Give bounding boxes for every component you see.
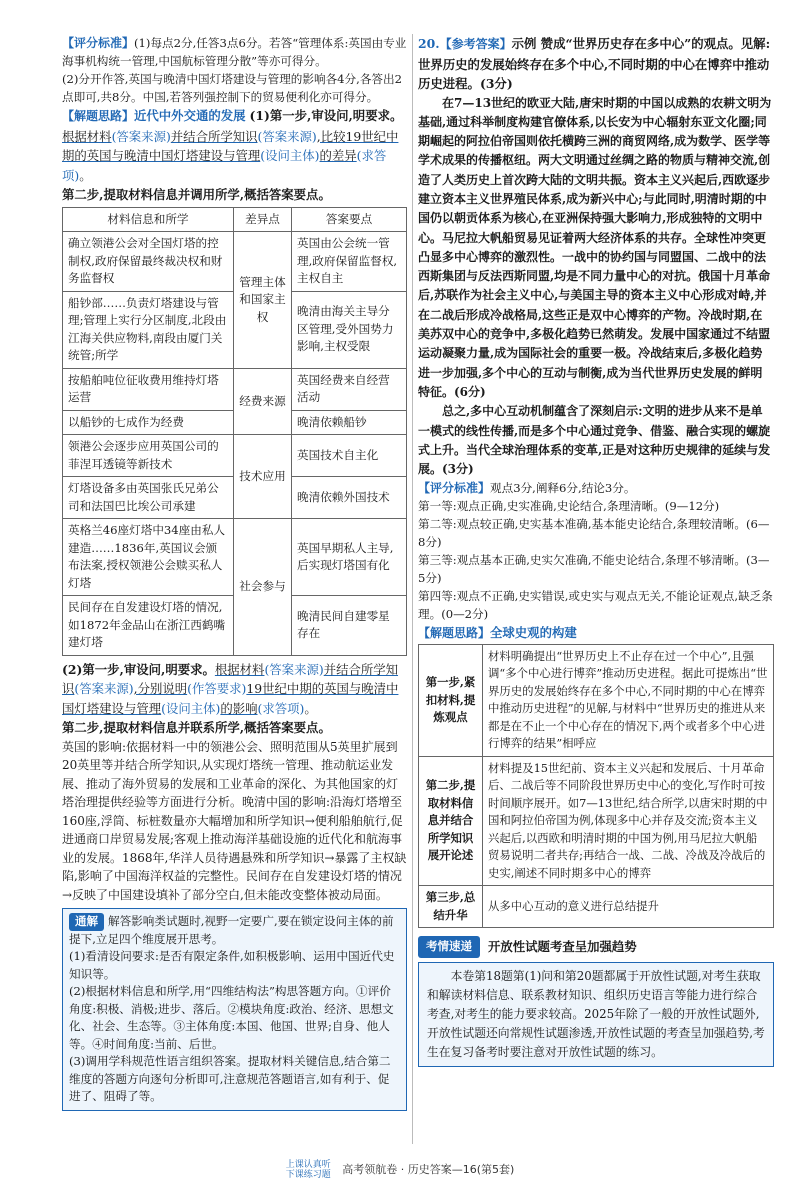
q2-step1: (2)第一步,审设问,明要求。根据材料(答案来源)并结合所学知识(答案来源),分别说明(作答要求)19世纪中期的英国与晚清中国灯塔建设与管理(设问主体)的影响(求答项)。: [62, 661, 399, 716]
comparison-table: [62, 207, 407, 656]
left-column: [62, 34, 407, 1111]
ref-answer-p2: 总之,多中心互动机制蕴含了深刻启示:文明的进步从来不是单一模式的线性传播,而是多个中心通过竞争、借鉴、融合实现的螺旋式上升。当代全球治理体系的变革,正是对这种历史规律的延续与发展。(3分): [418, 404, 771, 477]
q2-step2: 第二步,提取材料信息并联系所学,概括答案要点。: [62, 720, 331, 735]
table-row: 第一步,紧扣材料,提炼观点 材料明确提出“世界历史上不止存在过一个中心”,且强调“多个中心进行博弈”推动历史进程。据此可提炼出“世界历史的发展始终存在多个中心,不同时期的中心在博弈中推动历史进程”的见解,与材料中“世界历史的推进从来都是在不止一个中心存在的情况下,两个或者多个中心进行博弈的结果”相呼应: [419, 644, 774, 756]
table-row: 以船钞的七成作为经费 晚清依赖船钞: [63, 410, 407, 435]
table-row: 按船舶吨位征收费用维持灯塔运营 经费来源 英国经费来自经营活动: [63, 368, 407, 410]
kq-title: 开放性试题考查呈加强趋势: [488, 939, 637, 955]
score-standard: 【评分标准】观点3分,阐释6分,结论3分。: [418, 481, 636, 496]
table-row: 英格兰46座灯塔中34座由私人建造……1836年,英国议会颁布法案,授权领港公会赎买私人灯塔 社会参与 英国早期私人主导,后实现灯塔国有化: [63, 519, 407, 596]
kq-body: 本卷第18题第(1)问和第20题都属于开放性试题,对考生获取和解读材料信息、联系教材知识、组织历史语言等能力进行综合考查,对考生的能力要求较高。2025年除了一般的开放性试题外,开放性试题还向常规性试题渗透,开放性试题的考查呈加强趋势,考生在复习备考时要注意对开放性试题的练习。: [418, 962, 774, 1067]
header-info: 材料信息和所学: [63, 207, 234, 232]
list-item: 第一等:观点正确,史实准确,史论结合,条理清晰。(9—12分): [418, 499, 720, 514]
tongjie-box: 通解 解答影响类试题时,视野一定要广,要在锁定设问主体的前提下,立足四个维度展开思考。 (1)看清设问要求:是否有限定条件,如积极影响、运用中国近代史知识等。 (2)根据材料信息和所学,用“四维结构法”构思答题方向。①评价角度:积极、消极;进步、落后。②模块角度:政治、经济、思想文化、社会、生态等。③主体角度:本国、他国、世界;自身、他人等。④时间角度:当前、后世。 (3)调用学科规范性语言组织答案。提取材料关键信息,结合第二维度的答题方向逐句分析即可,注意规范答题语言,如有利于、促进了、阻碍了等。: [62, 908, 407, 1111]
q2-body: 英国的影响:依据材料一中的领港公会、照明范围从5英里扩展到20英里等并结合所学知识,从实现灯塔统一管理、推动航运业发展、推动了海外贸易的发展和工业革命的深化、为其他国家的灯塔治理提供经验等方面进行分析。晚清中国的影响:沿海灯塔增至160座,浮筒、标桩数量亦大幅增加和所学知识→便利船舶航行,促进通商口岸贸易发展;客观上推动海洋基础设施的近代化和航海事业的发展。1868年,华洋人员待遇悬殊和所学知识→暴露了主权缺陷,影响了中国海洋权益的完整性。民间存在自发建设灯塔的情况→反映了中国建设填补了部分空白,但未能改变整体被动局面。: [62, 739, 407, 902]
list-item: 第三等:观点基本正确,史实欠准确,不能史论结合,条理不够清晰。(3—5分): [418, 553, 770, 586]
ref-answer-p1: 在7—13世纪的欧亚大陆,唐宋时期的中国以成熟的农耕文明为基础,通过科举制度构建官僚体系,以长安为中心辐射东亚文化圈;同期崛起的阿拉伯帝国则依托横跨三洲的商贸网络,成为数学、医学等学术成果的传播枢纽。两大文明通过丝绸之路的物质与精神交流,创造了人类历史上首次跨大陆的文明共振。资本主义兴起后,西欧逐步建立资本主义世界殖民体系,成为新兴中心;与此同时,明清时期的中国仍以朝贡体系为核心,在亚洲保持强大影响力,形成独特的文明中心。马尼拉大帆船贸易见证着两大经济体系的共存。全球性冲突更凸显多中心博弈的激烈性。一战中的协约国与同盟国、二战中的法西斯集团与反法西斯同盟,均是不同力量中心的对抗。俄国十月革命后,苏联作为社会主义中心,与美国主导的资本主义中心形成对峙,并在二战后形成冷战格局,这些正是双中心博弈的产物。冷战时期,在美苏双中心的竞争中,多极化趋势已然萌发。发展中国家通过不结盟运动凝聚力量,成为国际社会的重要一极。冷战结束后,多极化趋势进一步加强,多个中心的互动与制衡,成为当代世界历史发展的鲜明特征。(6分): [418, 95, 772, 399]
list-item: (3)调用学科规范性语言组织答案。提取材料关键信息,结合第二维度的答题方向逐句分析即可,注意规范答题语言,如有利于、促进了、阻碍了等。: [69, 1054, 391, 1103]
footer-logo: 上课认真听 下课练习题: [285, 1160, 331, 1180]
header-point: 差异点: [234, 207, 292, 232]
table-row: 确立领港公会对全国灯塔的控制权,政府保留最终裁决权和财务监督权 管理主体和国家主权 英国由公会统一管理,政府保留监督权,主权自主: [63, 232, 407, 292]
footer-text: 高考领航卷 · 历史答案—16(第5套): [342, 1163, 515, 1176]
table-row: 船钞部……负责灯塔建设与管理;管理上实行分区制度,北段由江海关供应物料,南段由厦门关统管;所学 晚清由海关主导分区管理,受外国势力影响,主权受限: [63, 291, 407, 368]
table-row: 第二步,提取材料信息并结合所学知识展开论述 材料提及15世纪前、资本主义兴起和发展后、十月革命后、二战后等不同阶段世界历史中心的变化,写作时可按时间顺序展开。如7—13世纪,结合所学,以唐宋时期的中国和阿拉伯帝国为例,体现多中心并存及交流;资本主义兴起后,以西欧和明清时期的中国为例,用马尼拉大帆船贸易说明二者共存;再结合一战、二战、冷战及冷战后的史实,阐述不同时期多中心的博弈: [419, 756, 774, 886]
list-item: 第二等:观点较正确,史实基本准确,基本能史论结合,条理较清晰。(6—8分): [418, 517, 770, 550]
kq-header: [418, 936, 774, 958]
table-row: 民间存在自发建设灯塔的情况,如1872年金品山在浙江西鹤嘴建灯塔 晚清民间自建零星存在: [63, 596, 407, 656]
tongjie-badge: 通解: [69, 913, 104, 931]
idea-title: 【解题思路】全球史观的构建: [418, 625, 577, 641]
step2-title: 第二步,提取材料信息并调用所学,概括答案要点。: [62, 187, 331, 202]
solution-idea: 【解题思路】近代中外交通的发展 (1)第一步,审设问,明要求。根据材料(答案来源)并结合所学知识(答案来源),比较19世纪中期的英国与晚清中国灯塔建设与管理(设问主体)的差异(求答项)。: [62, 108, 403, 183]
table-row: 灯塔设备多由英国张氏兄弟公司和法国巴比埃公司承建 晚清依赖外国技术: [63, 477, 407, 519]
scoring-1: 【评分标准】(1)每点2分,任答3点6分。若答“管理体系:英国由专业海事机构统一管理,中国航标管理分散”等亦可得分。: [62, 36, 407, 68]
scoring-2: (2)分开作答,英国与晚清中国灯塔建设与管理的影响各4分,各答出2点即可,共8分。中国,若答列强控制下的贸易便利化亦可得分。: [62, 72, 402, 104]
list-item: (2)根据材料信息和所学,用“四维结构法”构思答题方向。①评价角度:积极、消极;进步、落后。②模块角度:政治、经济、思想文化、社会、生态等。③主体角度:本国、他国、世界;自身、他人等。④时间角度:当前、后世。: [69, 984, 394, 1051]
table-row: 第三步,总结升华 从多中心互动的意义进行总结提升: [419, 886, 774, 928]
kq-badge: 考情速递: [418, 936, 480, 958]
right-column: [418, 34, 774, 1067]
table-row: 领港公会逐步应用英国公司的菲涅耳透镜等新技术 技术应用 英国技术自主化: [63, 435, 407, 477]
steps-table: [418, 644, 774, 929]
ref-answer-intro: 20.【参考答案】示例 赞成“世界历史存在多中心”的观点。见解:世界历史的发展始终存在多个中心,不同时期的中心在博弈中推动历史进程。(3分): [418, 36, 771, 91]
page-footer: [0, 1160, 800, 1180]
header-answer: 答案要点: [292, 207, 407, 232]
list-item: 第四等:观点不正确,史实错误,或史实与观点无关,不能论证观点,缺乏条理。(0—2分): [418, 589, 773, 622]
column-divider: [412, 34, 413, 1144]
list-item: (1)看清设问要求:是否有限定条件,如积极影响、运用中国近代史知识等。: [69, 949, 395, 981]
